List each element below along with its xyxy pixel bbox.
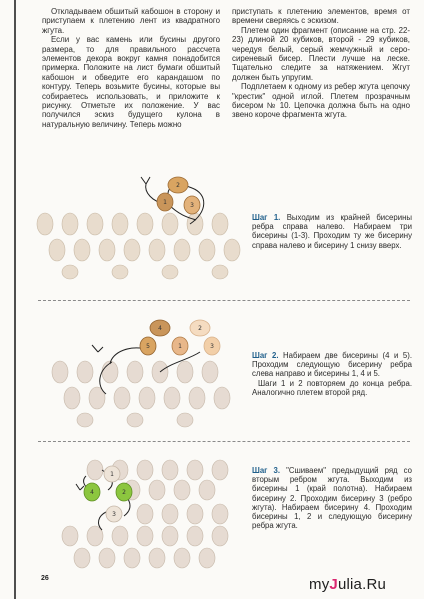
bead-label: 2 (122, 489, 126, 496)
bead-label: 3 (210, 343, 214, 350)
bead-rows (52, 361, 230, 427)
right-text-column (232, 7, 410, 120)
bead-rows (62, 460, 228, 568)
step-1-heading: Шаг 1. (252, 213, 281, 222)
paragraph: Подплетаем к одному из ребер жгута цепочку "крестик" одной иглой. Плетем прозрачным бисером № 10. Цепочка должна быть на одно звено короче фрагмента жгута. (232, 82, 410, 120)
step-3-text: "Сшиваем" предыдущий ряд со вторым ребром жгута. Выходим из бисерины 1 (край полотна). Набираем бисерину 2. Проходим бисерину 3 (ребро жгута). Набираем бисерину 4. Проходим бисерины 1, 2 и следующую бисерину ребра жгута. (252, 466, 412, 531)
paragraph: Плетем один фрагмент (описание на стр. 22-23) длиной 20 кубиков, второй - 29 кубиков, чередуя белый, серый жемчужный и серо-сиреневый бисер. Плести лучше на леске. Тщательно следите за натяжением. Жгут должен быть упругим. (232, 25, 410, 82)
step-3-caption (252, 466, 412, 530)
page-number: 26 (41, 575, 49, 582)
bead-label: 1 (163, 199, 167, 206)
bead-label: 3 (190, 202, 194, 209)
paragraph: Откладываем обшитый кабошон в сторону и приступаем к плетению лент из квадратного жгута. (42, 7, 220, 35)
bead-label: 2 (198, 325, 202, 332)
step-2-heading: Шаг 2. (252, 351, 279, 360)
step-2-caption (252, 351, 412, 397)
bead-label: 5 (146, 343, 150, 350)
paragraph: Если у вас камень или бусины другого размера, то для правильного рассчета элементов декора вокруг камня понадобится примерка. Положите на лист бумаги обшитый кабошон и обведите его карандашом по контуру. Теперь возьмите бусины, которые вы собираетесь использовать, и приложите к рисунку. Отметьте их положение. У вас получился эскиз будущего кулона в натуральную величину. Теперь можно (42, 35, 220, 129)
watermark-prefix: my (309, 576, 330, 593)
bead-label: 2 (176, 182, 180, 189)
watermark-highlight: J (329, 576, 338, 593)
step-1-text: Выходим из крайней бисерины ребра справа налево. Набираем три бисерины (1-3). Проходим ту же бисерину справа налево и бисерину 1 снизу вверх. (252, 213, 412, 250)
bead-label: 1 (110, 471, 114, 478)
bead-label: 3 (112, 511, 116, 518)
section-divider (38, 441, 410, 442)
bead-label: 4 (90, 489, 94, 496)
step-2-text: Набираем две бисерины (4 и 5). Проходим следующую бисерину ребра слева направо и бисерины 1, 4 и 5. (252, 351, 412, 379)
bead-label: 4 (158, 325, 162, 332)
step-3-diagram (40, 450, 245, 570)
paragraph: приступать к плетению элементов, время от времени сверяясь с эскизом. (232, 7, 410, 26)
site-watermark (309, 576, 386, 593)
bead-label: 1 (178, 343, 182, 350)
step-1-diagram (40, 172, 245, 277)
step-2-diagram (40, 312, 245, 427)
bead-rows (37, 213, 240, 279)
step-1-caption (252, 213, 412, 250)
watermark-suffix: ulia.Ru (337, 576, 387, 593)
left-margin-rule (14, 0, 16, 599)
step-2-extra: Шаги 1 и 2 повторяем до конца ребра. Аналогично плетем второй ряд. (252, 378, 412, 397)
step-3-heading: Шаг 3. (252, 466, 281, 475)
left-text-column (42, 7, 220, 129)
section-divider (38, 300, 410, 301)
